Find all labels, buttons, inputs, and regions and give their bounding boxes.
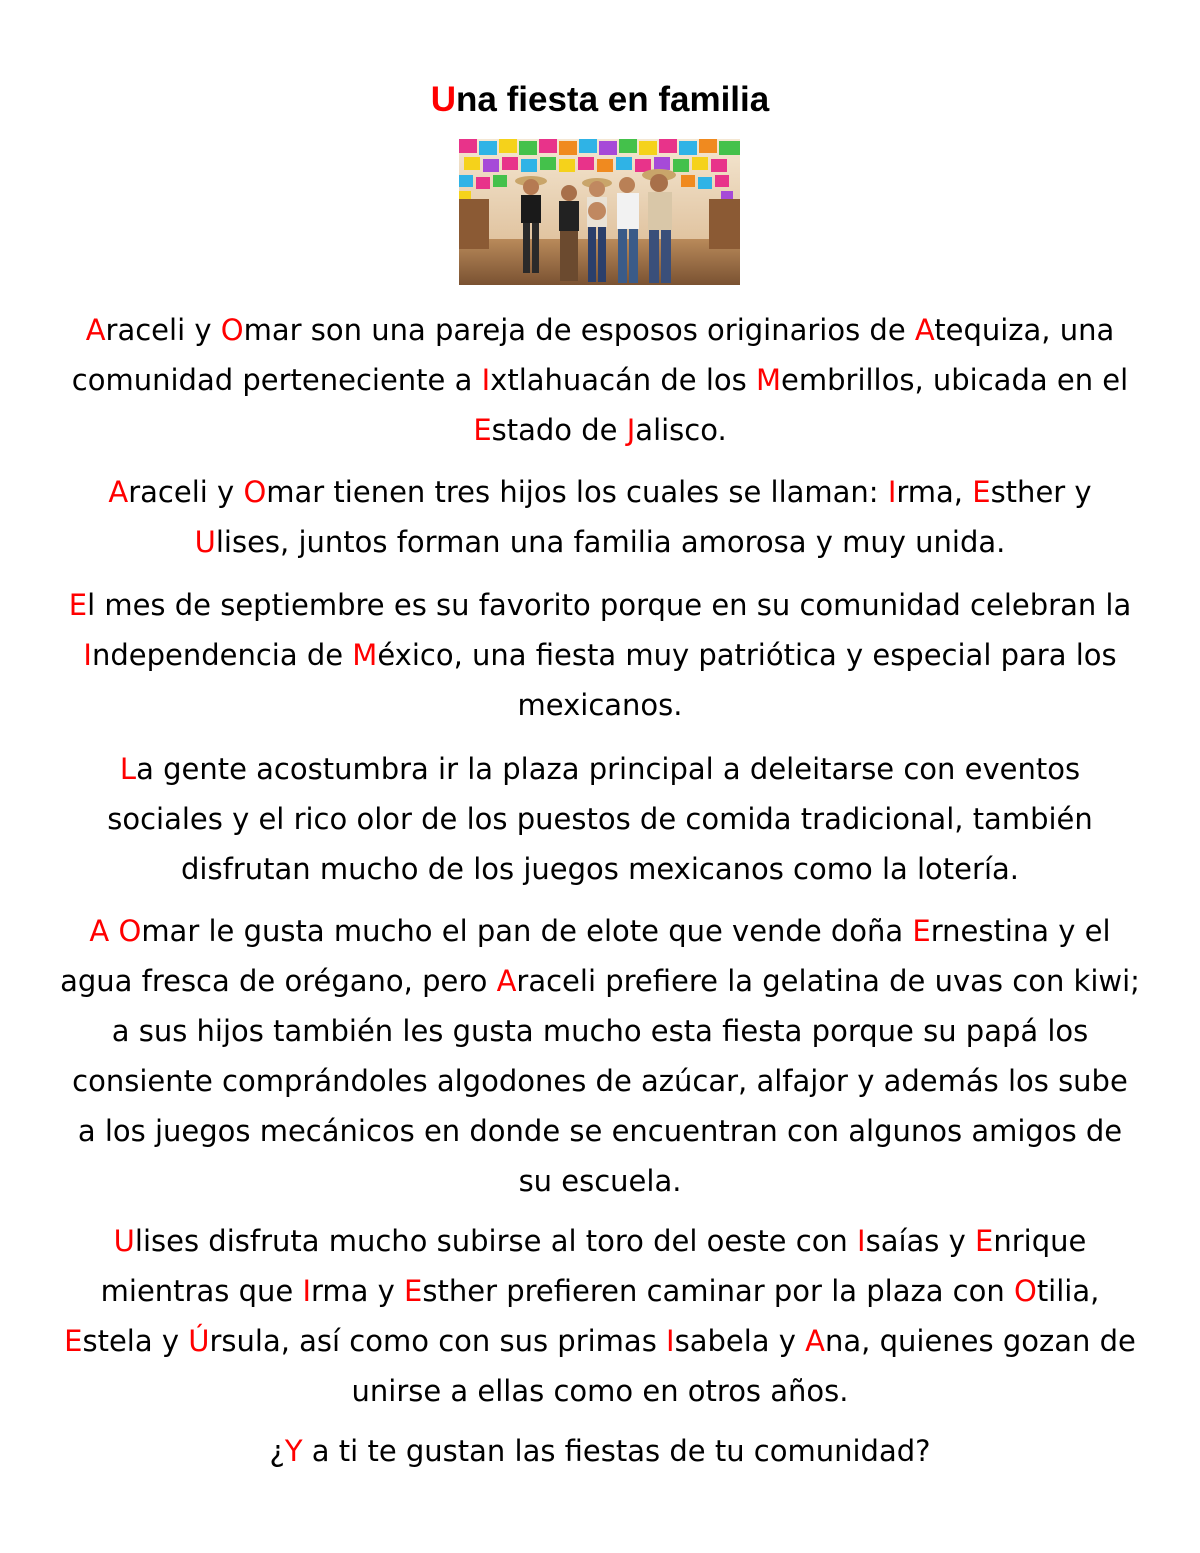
paragraph-1: Araceli y Omar son una pareja de esposos originarios de Atequiza, una comunidad perteneciente a Ixtlahuacán de los Membrillos, ubicada en el Estado de Jalisco. bbox=[71, 313, 1129, 447]
highlighted-initial: I bbox=[887, 475, 897, 509]
highlighted-initial: O bbox=[1013, 1274, 1037, 1308]
highlighted-initial: A bbox=[108, 475, 129, 509]
paragraph-5: A Omar le gusta mucho el pan de elote que vende doña Ernestina y el agua fresca de orégano, pero Araceli prefiere la gelatina de uvas con kiwi; a sus hijos también les gusta mucho esta fiesta porque su papá los consiente comprándoles algodones de azúcar, alfajor y además los sube a los juegos mecánicos en donde se encuentran con algunos amigos de su escuela. bbox=[60, 914, 1140, 1198]
highlighted-initial: U bbox=[194, 525, 216, 559]
highlighted-initial: E bbox=[912, 914, 931, 948]
highlighted-initial: U bbox=[430, 80, 457, 119]
highlighted-initial: I bbox=[83, 638, 92, 672]
highlighted-initial: I bbox=[857, 1224, 866, 1258]
highlighted-initial: J bbox=[626, 413, 636, 447]
highlighted-initial: E bbox=[975, 1224, 994, 1258]
highlighted-initial: A bbox=[89, 914, 110, 948]
closing-question: ¿Y a ti te gustan las fiestas de tu comunidad? bbox=[269, 1434, 931, 1468]
highlighted-initial: E bbox=[404, 1274, 423, 1308]
highlighted-initial: U bbox=[113, 1224, 135, 1258]
highlighted-initial: A bbox=[914, 313, 935, 347]
highlighted-initial: I bbox=[302, 1274, 311, 1308]
highlighted-initial: M bbox=[352, 638, 378, 672]
paragraph-2: Araceli y Omar tienen tres hijos los cuales se llaman: Irma, Esther y Ulises, juntos forman una familia amorosa y muy unida. bbox=[108, 475, 1092, 559]
highlighted-initial: E bbox=[972, 475, 991, 509]
highlighted-initial: Ú bbox=[188, 1324, 210, 1358]
highlighted-initial: O bbox=[243, 475, 267, 509]
page-title: Una fiesta en familia bbox=[430, 80, 770, 119]
highlighted-initial: Y bbox=[284, 1434, 303, 1468]
highlighted-initial: E bbox=[68, 588, 88, 622]
highlighted-initial: O bbox=[118, 914, 142, 948]
highlighted-initial: I bbox=[481, 363, 491, 397]
highlighted-initial: I bbox=[666, 1324, 675, 1358]
highlighted-initial: A bbox=[805, 1324, 826, 1358]
highlighted-initial: E bbox=[473, 413, 492, 447]
highlighted-initial: A bbox=[496, 964, 517, 998]
highlighted-initial: M bbox=[755, 363, 782, 397]
highlighted-initial: O bbox=[220, 313, 244, 347]
family-photo bbox=[459, 139, 740, 285]
paragraph-3: El mes de septiembre es su favorito porque en su comunidad celebran la Independencia de México, una fiesta muy patriótica y especial para los mexicanos. bbox=[68, 588, 1132, 722]
highlighted-initial: A bbox=[85, 313, 106, 347]
paragraph-6: Ulises disfruta mucho subirse al toro del oeste con Isaías y Enrique mientras que Irma y Esther prefieren caminar por la plaza con Otilia, Estela y Úrsula, así como con sus primas Isabela y Ana, quienes gozan de unirse a ellas como en otros años. bbox=[64, 1224, 1136, 1408]
paragraph-4: La gente acostumbra ir la plaza principal a deleitarse con eventos sociales y el rico olor de los puestos de comida tradicional, también disfrutan mucho de los juegos mexicanos como la lotería. bbox=[107, 752, 1093, 886]
highlighted-initial: L bbox=[119, 752, 137, 786]
highlighted-initial: E bbox=[64, 1324, 83, 1358]
